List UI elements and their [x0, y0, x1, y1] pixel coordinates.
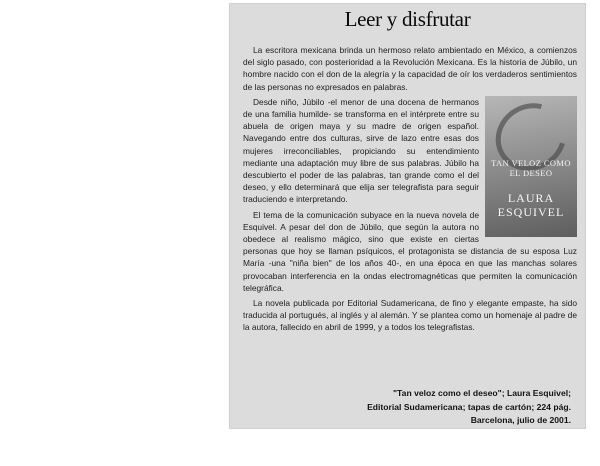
paragraph-2: Desde niño, Júbilo -el menor de una docena de hermanos de una familia humilde- se transforma en el intérprete entre su abuela de origen maya y su madre de origen español. Navegando entre dos culturas, sirve de lazo entre esas dos mujeres irreconciliables, propiciando su entendimiento mediante una adaptación muy libre de sus palabras. Júbilo ha descubierto el poder de las palabras, tan grande como el del deseo, y ello determinará que elija ser telegrafista para seguir traduciendo e interpretando. [243, 96, 479, 205]
credit-line-3: Barcelona, julio de 2001. [470, 415, 571, 425]
paragraph-1: La escritora mexicana brinda un hermoso relato ambientado en México, a comienzos del siglo pasado, con posterioridad a la Revolución Mexicana. Es la historia de Júbilo, un hombre nacido con el don de la alegría y la capacidad de oír los verdaderos sentimientos de las personas no expresados en palabras. [243, 45, 577, 92]
book-credits [271, 387, 571, 428]
cover-author: LAURA ESQUIVEL [497, 190, 565, 219]
cover-title: TAN VELOZ COMO EL DESEO [491, 157, 571, 178]
paragraph-4: La novela publicada por Editorial Sudamericana, de fino y elegante empaste, ha sido traducida al portugués, al inglés y al alemán. Y se plantea como un homenaje al padre de la autora, fallecido en abril de 1999, y a todos los telegrafistas. [243, 298, 577, 333]
credit-line-1: "Tan veloz como el deseo"; Laura Esquivel; [392, 388, 571, 398]
book-cover-image [485, 96, 577, 237]
article-title: Leer y disfrutar [344, 7, 471, 31]
article-body [243, 44, 577, 337]
newspaper-clipping [229, 3, 586, 429]
paragraph-3: El tema de la comunicación subyace en la nueva novela de Esquivel. A pesar del don de Júbilo, que según la autora no obedece al realismo mágico, sino que existe en ciertas personas que hoy se llaman psíquicos, el protagonista se distancia de su esposa Luz María -una "niña bien" de los años 40-, en una época en que las manchas solares provocaban interferencia en la ondas electromagnéticas que permiten la comunicación telegráfica. [243, 209, 577, 293]
credit-line-2: Editorial Sudamericana; tapas de cartón; 224 pág. [367, 401, 571, 412]
